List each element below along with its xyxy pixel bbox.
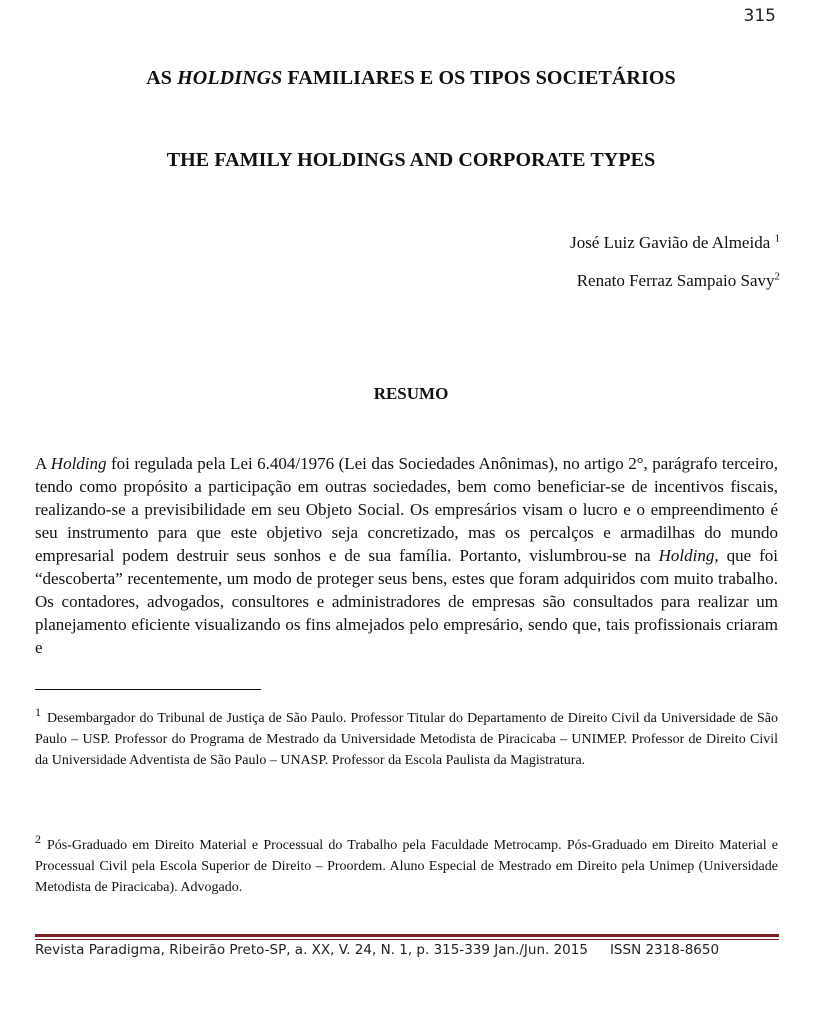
journal-citation: Revista Paradigma, Ribeirão Preto-SP, a. XX, V. 24, N. 1, p. 315-339 Jan./Jun. 2015 <box>35 942 588 958</box>
abstract-heading: RESUMO <box>373 384 449 403</box>
title-pt-italic-word: HOLDINGS <box>177 67 283 89</box>
page-number: 315 <box>743 6 776 26</box>
footer-citation <box>35 942 719 958</box>
article-title-portuguese <box>0 67 822 90</box>
footer-rule-thin <box>35 939 779 940</box>
footnote-2-mark: 2 <box>35 832 41 846</box>
abstract-italic-term-2: Holding <box>658 546 715 565</box>
footnote-2-text: Pós-Graduado em Direito Material e Processual do Trabalho pela Faculdade Metrocamp. Pós-Graduado em Direito Material e Processual Civil pela Escola Superior de Direito – Proordem. Aluno Especial de Mestrado em Direito pela Unimep (Universidade Metodista de Piracicaba). Advogado. <box>35 838 778 895</box>
author-1-footnote-mark: 1 <box>774 232 780 245</box>
abstract-text-part-2: foi regulada pela Lei 6.404/1976 (Lei das Sociedades Anônimas), no artigo 2°, parágrafo terceiro, tendo como propósito a participação em outras sociedades, bem como beneficiar-se de incentivos fiscais, realizando-se a previsibilidade em seu Objeto Social. Os empresários visam o lucro e o empreendimento é seu instrumento para que este objetivo seja concretizado, mas os percalços e armadilhas do mundo empresarial podem destruir seus sonhos e de sua família. Portanto, vislumbrou-se na <box>35 454 778 565</box>
author-2 <box>577 271 780 291</box>
author-2-footnote-mark: 2 <box>774 270 780 283</box>
footnote-1-text: Desembargador do Tribunal de Justiça de São Paulo. Professor Titular do Departamento de Direito Civil da Universidade de São Paulo – USP. Professor do Programa de Mestrado da Universidade Metodista de Piracicaba – UNIMEP. Professor de Direito Civil da Universidade Adventista de São Paulo – UNASP. Professor da Escola Paulista da Magistratura. <box>35 711 778 768</box>
author-1 <box>570 233 780 253</box>
title-pt-suffix: FAMILIARES E OS TIPOS SOCIETÁRIOS <box>282 67 676 89</box>
abstract-text-part-3: , que foi “descoberta” recentemente, um modo de proteger seus bens, estes que foram adquiridos com muito trabalho. Os contadores, advogados, consultores e administradores de empresas são consultados para realizar um planejamento eficiente visualizando os fins almejados pelo empresário, sendo que, tais profissionais criaram e <box>35 546 778 657</box>
abstract-body <box>35 452 778 659</box>
footer-rule-thick <box>35 934 779 937</box>
article-title-english: THE FAMILY HOLDINGS AND CORPORATE TYPES <box>166 149 656 171</box>
abstract-italic-term-1: Holding <box>50 454 107 473</box>
footnote-separator <box>35 689 261 690</box>
journal-issn: ISSN 2318-8650 <box>609 942 720 958</box>
title-pt-prefix: AS <box>146 67 178 89</box>
footnote-1 <box>35 705 778 771</box>
abstract-text-part-1: A <box>35 454 51 473</box>
author-1-name: José Luiz Gavião de Almeida <box>570 233 775 252</box>
author-2-name: Renato Ferraz Sampaio Savy <box>576 271 775 290</box>
footnote-1-mark: 1 <box>35 705 41 719</box>
footnote-2 <box>35 832 778 898</box>
